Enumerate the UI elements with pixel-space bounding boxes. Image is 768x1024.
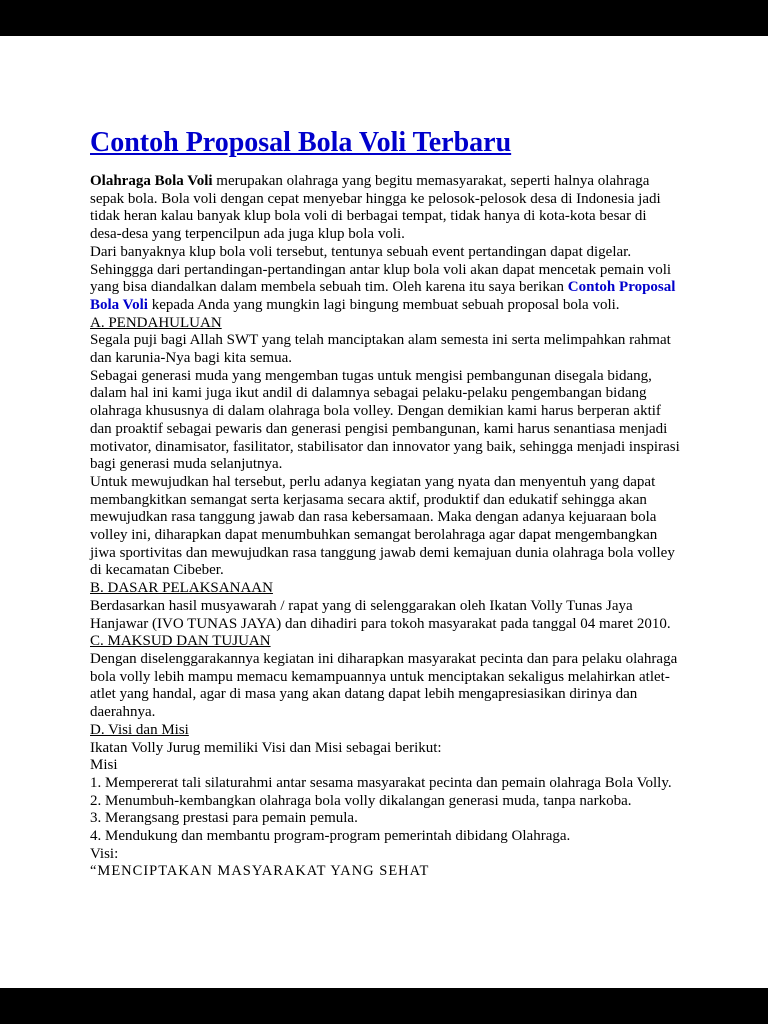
- misi-item-1: 1. Mempererat tali silaturahmi antar sesama masyarakat pecinta dan pemain olahraga Bola Volly.: [90, 774, 672, 791]
- section-a-heading: A. PENDAHULUAN: [90, 314, 222, 331]
- section-b-heading: B. DASAR PELAKSANAAN: [90, 580, 273, 597]
- section-d-intro: Ikatan Volly Jurug memiliki Visi dan Misi sebagai berikut:: [90, 739, 442, 756]
- p2-text-1: Dari banyaknya klup bola voli tersebut, tentunya sebuah event pertandingan dapat digelar. Sehinggga dari pertandingan-pertandingan antar klup bola voli akan dapat mencetak pemain voli yang bisa diandalkan dalam membela sebuah tim. Oleh karena itu saya berikan: [90, 243, 672, 296]
- misi-item-3: 3. Merangsang prestasi para pemain pemula.: [90, 810, 358, 827]
- visi-label: Visi:: [90, 845, 119, 862]
- section-a-paragraph-1: Segala puji bagi Allah SWT yang telah manciptakan alam semesta ini serta melimpahkan rahmat dan karunia-Nya bagi kita semua.: [90, 332, 671, 367]
- section-c-paragraph: Dengan diselenggarakannya kegiatan ini diharapkan masyarakat pecinta dan para pelaku olahraga bola volly lebih mampu memacu kemampuannya untuk menciptakan sekaligus melahirkan atlet-atlet yang handal, agar di masa yang akan datang dapat lebih mengapresiasikan dirinya dan daerahnya.: [90, 650, 678, 721]
- section-d-heading: D. Visi dan Misi: [90, 721, 189, 738]
- second-paragraph: [90, 244, 680, 315]
- letterbox-bottom: [0, 988, 768, 1024]
- section-a-paragraph-3: Untuk mewujudkan hal tersebut, perlu adanya kegiatan yang nyata dan menyentuh yang dapat membangkitkan semangat serta kerjasama secara aktif, produktif dan edukatif sehingga akan mewujudkan rasa tanggung jawab dan rasa kebersamaan. Maka dengan adanya kejuaraan bola volley ini, diharapkan dapat menumbuhkan semangat berolahraga agar dapat mengembangkan jiwa sportivitas dan mewujudkan rasa tanggung jawab demi kemajuan dunia olahraga bola volley di kecamatan Cibeber.: [90, 473, 675, 579]
- misi-item-4: 4. Mendukung dan membantu program-program pemerintah dibidang Olahraga.: [90, 828, 571, 845]
- p2-highlight-link-text: Contoh Proposal Bola Voli: [90, 279, 676, 313]
- section-a-paragraph-2: Sebagai generasi muda yang mengemban tugas untuk mengisi pembangunan disegala bidang, dalam hal ini kami juga ikut andil di dalamnya sebagai pelaku-pelaku pengembangan bidang olahraga khususnya di dalam olahraga bola volley. Dengan demikian kami harus berperan aktif dan proaktif sebagai pewaris dan generasi pengisi pembangunan, kami harus senantiasa menjadi motivator, dinamisator, fasilitator, stabilisator dan innovator yang baik, sehingga menjadi inspirasi bagi generasi muda selanjutnya.: [90, 367, 680, 473]
- section-b-paragraph: Berdasarkan hasil musyawarah / rapat yang di selenggarakan oleh Ikatan Volly Tunas Jaya Hanjawar (IVO TUNAS JAYA) dan dihadiri para tokoh masyarakat pada tanggal 04 maret 2010.: [90, 597, 671, 632]
- misi-item-2: 2. Menumbuh-kembangkan olahraga bola volly dikalangan generasi muda, tanpa narkoba.: [90, 792, 632, 809]
- letterbox-top: [0, 0, 768, 36]
- intro-rest-text: merupakan olahraga yang begitu memasyarakat, seperti halnya olahraga sepak bola. Bola voli dengan cepat menyebar hingga ke pelosok-pelosok desa di Indonesia jadi tidak heran kalau banyak klup bola voli di berbagai tempat, tidak hanya di kota-kota besar di desa-desa yang terpencilpun ada juga klup bola voli.: [90, 173, 661, 243]
- document-body: [90, 126, 680, 881]
- intro-lead-bold: Olahraga Bola Voli: [90, 173, 213, 189]
- section-c-heading: C. MAKSUD DAN TUJUAN: [90, 633, 271, 650]
- intro-paragraph: [90, 173, 680, 244]
- visi-statement: “MENCIPTAKAN MASYARAKAT YANG SEHAT: [90, 863, 430, 880]
- misi-label: Misi: [90, 757, 118, 774]
- document-title: Contoh Proposal Bola Voli Terbaru: [90, 127, 512, 158]
- p2-text-2: kepada Anda yang mungkin lagi bingung membuat sebuah proposal bola voli.: [147, 296, 620, 313]
- document-page: [0, 36, 768, 988]
